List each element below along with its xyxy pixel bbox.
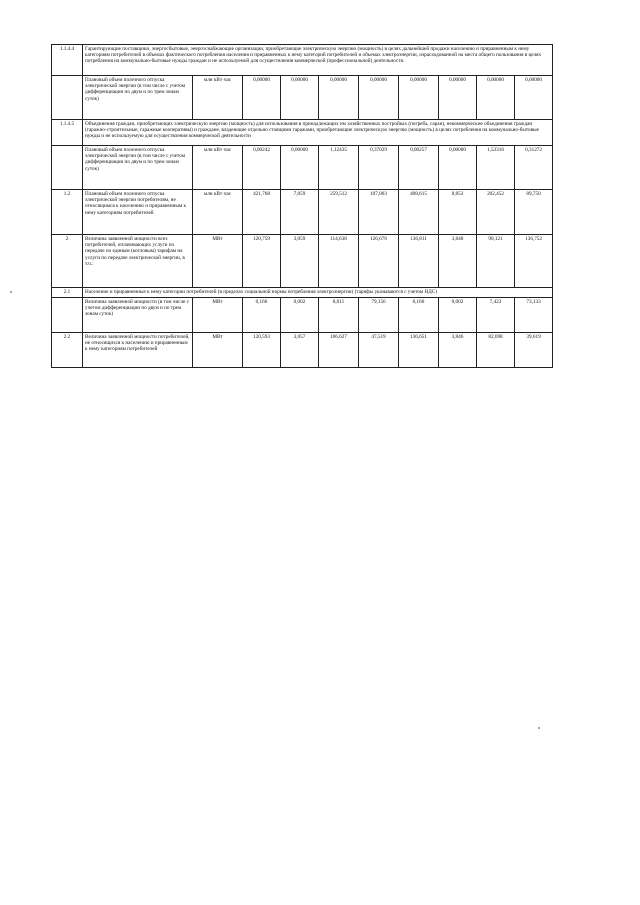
row-number: 2.1 — [52, 288, 83, 298]
cell-value: 259,512 — [319, 190, 359, 235]
row-unit: МВт — [193, 333, 243, 368]
cell-value: 0,002 — [439, 298, 477, 333]
cell-value: 120,759 — [243, 235, 281, 288]
row-label: Плановый объем полезного отпуска электрической энергии потребителям, не относящимся к населению и приравненным к нему категориям потребителей — [83, 190, 193, 235]
tariff-table — [51, 44, 553, 368]
cell-value: 0,166 — [243, 298, 281, 333]
table-row — [52, 190, 553, 235]
cell-value: 3,059 — [281, 235, 319, 288]
cell-value: 0,160 — [399, 298, 439, 333]
row-number: 1.2 — [52, 190, 83, 235]
cell-value: 136,811 — [399, 235, 439, 288]
cell-value: 8,011 — [319, 298, 359, 333]
table-row — [52, 235, 553, 288]
cell-value: 7,423 — [477, 298, 515, 333]
cell-value: 89,750 — [515, 190, 553, 235]
cell-value: 107,003 — [359, 190, 399, 235]
cell-value: 7,059 — [281, 190, 319, 235]
row-number: 2.2 — [52, 333, 83, 368]
cell-value: 0,00257 — [399, 146, 439, 190]
row-label: Величина заявленной мощности потребителей, не относящихся к населению и приравненным к нему категориям потребителей — [83, 333, 193, 368]
cell-value: 0,00000 — [359, 76, 399, 120]
cell-value: 0,00000 — [399, 76, 439, 120]
table-row-section — [52, 120, 553, 146]
cell-value: 421,768 — [243, 190, 281, 235]
row-number: 1.1.4.4 — [52, 45, 83, 76]
row-label: Плановый объем полезного отпуска электрической энергии (в том числе с учетом дифференциации по двум и по трем зонам суток) — [83, 146, 193, 190]
table-row-section — [52, 45, 553, 76]
cell-value: 3,846 — [439, 333, 477, 368]
table-row — [52, 298, 553, 333]
cell-value: 0,31272 — [515, 146, 553, 190]
scan-speck — [10, 291, 12, 293]
cell-value: 0,00000 — [281, 146, 319, 190]
cell-value: 0,00000 — [281, 76, 319, 120]
row-unit: млн кВт·час — [193, 146, 243, 190]
cell-value: 90,121 — [477, 235, 515, 288]
cell-value: 3,057 — [281, 333, 319, 368]
cell-value: 0,00000 — [319, 76, 359, 120]
row-number — [52, 76, 83, 120]
row-unit: МВт — [193, 298, 243, 333]
cell-value: 79,156 — [359, 298, 399, 333]
section-heading: Гарантирующие поставщики, энергосбытовые, энергоснабжающие организации, приобретающие электрическую энергию (мощность) в целях дальнейшей продажи населению и приравненным к нему категориям потребителей в объемах фактического потребления населения и приравненных к нему категорий потребителей и объемах электроэнергии, израсходованной на места общего пользования в целях потребления на коммунально-бытовые нужды граждан и не используемой для осуществления коммерческой (профессиональной) деятельности. — [83, 45, 553, 76]
row-label: Величина заявленной мощности (в том числе с учетом дифференциации по двум и по трем зонам суток) — [83, 298, 193, 333]
cell-value: 0,00000 — [439, 76, 477, 120]
cell-value: 126,676 — [359, 235, 399, 288]
cell-value: 0,00000 — [439, 146, 477, 190]
cell-value: 0,00000 — [477, 76, 515, 120]
cell-value: 0,37029 — [359, 146, 399, 190]
cell-value: 0,002 — [281, 298, 319, 333]
cell-value: 136,752 — [515, 235, 553, 288]
table-row-section — [52, 288, 553, 298]
row-unit: млн кВт·час — [193, 76, 243, 120]
cell-value: 0,00000 — [515, 76, 553, 120]
cell-value: 106,627 — [319, 333, 359, 368]
row-label: Плановый объем полезного отпуска электрической энергии (в том числе с учетом дифференциации по двум и по трем зонам суток) — [83, 76, 193, 120]
scan-speck — [538, 727, 540, 729]
cell-value: 1,53316 — [477, 146, 515, 190]
row-number — [52, 298, 83, 333]
row-unit: млн кВт·час — [193, 190, 243, 235]
row-number: 2 — [52, 235, 83, 288]
cell-value: 1,12435 — [319, 146, 359, 190]
cell-value: 114,638 — [319, 235, 359, 288]
row-number — [52, 146, 83, 190]
table-row — [52, 76, 553, 120]
cell-value: 120,593 — [243, 333, 281, 368]
cell-value: 136,651 — [399, 333, 439, 368]
row-label: Величина заявленной мощности всех потребителей, оплачивающих услуги по передаче по единым (котловым) тарифам на услуги по передаче электрической энергии, в т.ч.: — [83, 235, 193, 288]
cell-value: 0,00000 — [243, 76, 281, 120]
section-heading: Объединения граждан, приобретающих электрическую энергию (мощность) для использования в принадлежащих им хозяйственных постройках (погреба, сараи), некоммерческие объединения граждан (гаражно-строительные, гаражные кооперативы) и граждане, владеющие отдельно стоящими гаражами, приобретающие электрическую энергию (мощность) в целях потребления на коммунально-бытовые нужды и не используемую для осуществления коммерческой деятельности — [83, 120, 553, 146]
section-heading: Население и приравненные к нему категории потребителей (в пределах социальной нормы потребления электроэнергии) (тарифы указываются с учетом НДС) — [83, 288, 553, 298]
row-number: 1.1.4.5 — [52, 120, 83, 146]
cell-value: 408,615 — [399, 190, 439, 235]
cell-value: 202,452 — [477, 190, 515, 235]
cell-value: 82,698 — [477, 333, 515, 368]
table-row — [52, 146, 553, 190]
cell-value: 73,133 — [515, 298, 553, 333]
cell-value: 47,519 — [359, 333, 399, 368]
cell-value: 3,848 — [439, 235, 477, 288]
cell-value: 8,853 — [439, 190, 477, 235]
row-unit: МВт — [193, 235, 243, 288]
cell-value: 39,619 — [515, 333, 553, 368]
table-row — [52, 333, 553, 368]
cell-value: 0,00242 — [243, 146, 281, 190]
